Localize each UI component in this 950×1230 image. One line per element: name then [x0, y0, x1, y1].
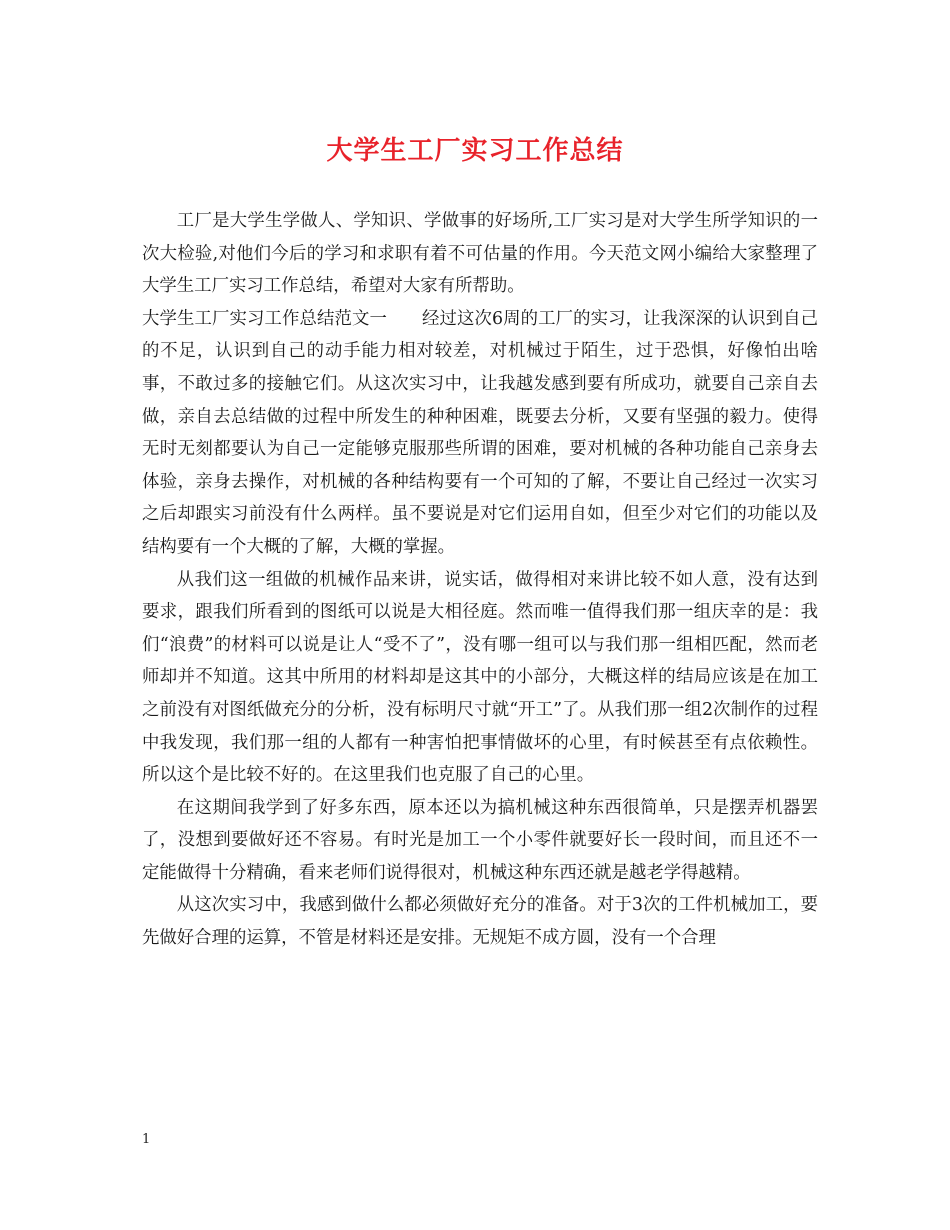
paragraph-preparation: 从这次实习中，我感到做什么都必须做好充分的准备。对于3次的工件机械加工，要先做好合理的运算，不管是材料还是安排。无规矩不成方圆，没有一个合理	[142, 895, 818, 949]
paragraph-learning: 在这期间我学到了好多东西，原本还以为搞机械这种东西很简单，只是摆弄机器罢了，没想到要做好还不容易。有时光是加工一个小零件就要好长一段时间，而且还不一定能做得十分精确，看来老师们说得很对，机械这种东西还就是越老学得越精。	[142, 797, 818, 883]
paragraph-intro: 工厂是大学生学做人、学知识、学做事的好场所,工厂实习是对大学生所学知识的一次大检验,对他们今后的学习和求职有着不可估量的作用。今天范文网小编给大家整理了大学生工厂实习工作总结，希望对大家有所帮助。	[142, 211, 818, 297]
document-title: 大学生工厂实习工作总结	[326, 136, 624, 166]
paragraph-sample-one: 大学生工厂实习工作总结范文一 经过这次6周的工厂的实习，让我深深的认识到自己的不足，认识到自己的动手能力相对较差，对机械过于陌生，过于恐惧，好像怕出啥事，不敢过多的接触它们。从这次实习中，让我越发感到要有所成功，就要自己亲自去做，亲自去总结做的过程中所发生的种种困难，既要去分析，又要有坚强的毅力。使得无时无刻都要认为自己一定能够克服那些所谓的困难，要对机械的各种功能自己亲身去体验，亲身去操作，对机械的各种结构要有一个可知的了解，不要让自己经过一次实习之后却跟实习前没有什么两样。虽不要说是对它们运用自如，但至少对它们的功能以及结构要有一个大概的了解，大概的掌握。	[142, 308, 818, 557]
document-body	[142, 205, 818, 955]
paragraph-group-work: 从我们这一组做的机械作品来讲，说实话，做得相对来讲比较不如人意，没有达到要求，跟我们所看到的图纸可以说是大相径庭。然而唯一值得我们那一组庆幸的是：我们“浪费”的材料可以说是让人“受不了”，没有哪一组可以与我们那一组相匹配，然而老师却并不知道。这其中所用的材料却是这其中的小部分，大概这样的结局应该是在加工之前没有对图纸做充分的分析，没有标明尺寸就“开工”了。从我们那一组2次制作的过程中我发现，我们那一组的人都有一种害怕把事情做坏的心里，有时候甚至有点依赖性。所以这个是比较不好的。在这里我们也克服了自己的心里。	[142, 569, 818, 786]
page-number: 1	[142, 1132, 151, 1147]
